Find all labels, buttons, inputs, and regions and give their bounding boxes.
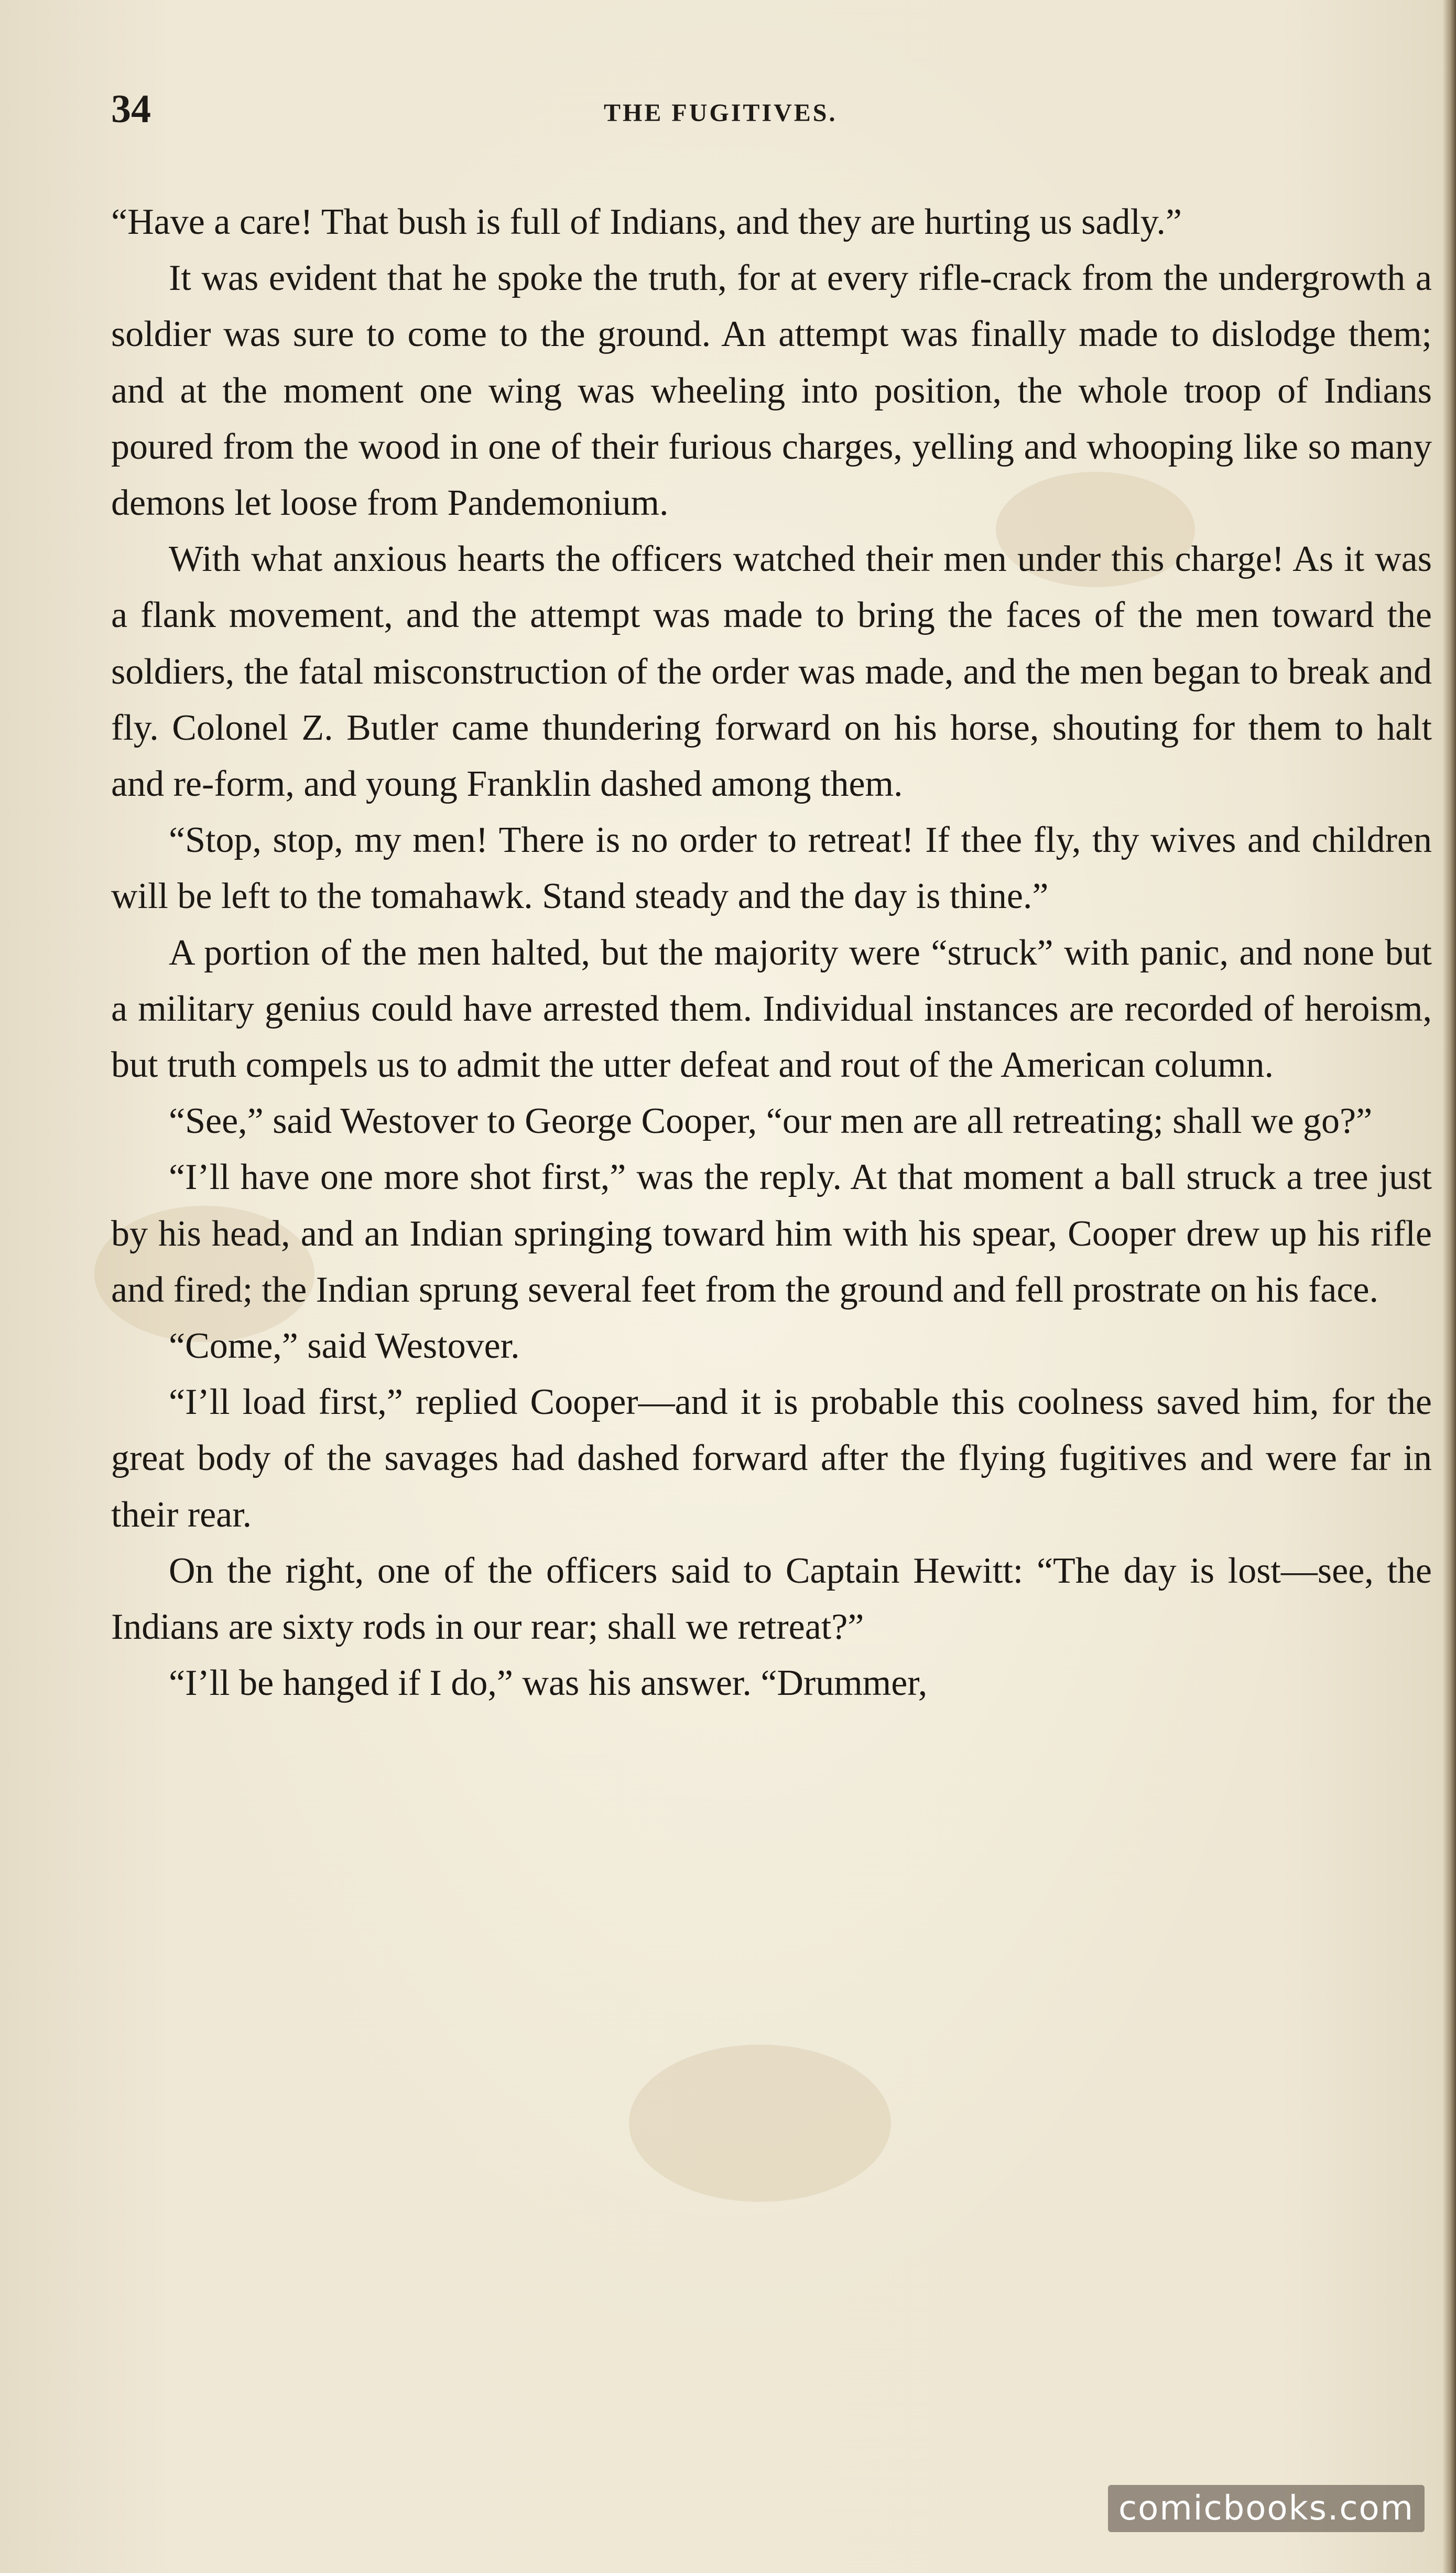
paragraph: “I’ll be hanged if I do,” was his answer. “Drummer, bbox=[169, 1663, 928, 1704]
paragraph: A portion of the men halted, but the majority were “struck” with panic, and none but a military genius could have arrested them. Individual instances are recorded of heroism, but truth compels us to admit the utter defeat and rout of the American column. bbox=[111, 932, 1432, 1086]
paragraph: With what anxious hearts the officers watched their men under this charge! As it was a flank movement, and the attempt was made to bring the faces of the men toward the soldiers, the fatal misconstruction of the order was made, and the men began to break and fly. Colonel Z. Butler came thundering forward on his horse, shouting for them to halt and re-form, and young Franklin dashed among them. bbox=[111, 539, 1432, 805]
running-head: THE FUGITIVES. bbox=[604, 99, 838, 127]
paragraph: “Come,” said Westover. bbox=[169, 1326, 520, 1367]
page-header bbox=[111, 89, 1432, 152]
paragraph: “See,” said Westover to George Cooper, “our men are all retreating; shall we go?” bbox=[169, 1101, 1373, 1142]
paragraph: “I’ll load first,” replied Cooper—and it is probable this coolness saved him, for the great body of the savages had dashed forward after the flying fugitives and were far in their rear. bbox=[111, 1382, 1432, 1535]
paragraph: On the right, one of the officers said to Captain Hewitt: “The day is lost—see, the Indians are sixty rods in our rear; shall we retreat?” bbox=[111, 1550, 1432, 1648]
page-number: 34 bbox=[111, 87, 151, 131]
paragraph: “I’ll have one more shot first,” was the reply. At that moment a ball struck a tree just by his head, and an Indian springing toward him with his spear, Cooper drew up his rifle and fired; the Indian sprung several feet from the ground and fell prostrate on his face. bbox=[111, 1157, 1432, 1310]
watermark: comicbooks.com bbox=[1108, 2485, 1425, 2532]
paragraph: It was evident that he spoke the truth, for at every rifle-crack from the undergrowth a soldier was sure to come to the ground. An attempt was finally made to dislodge them; and at the moment one wing was wheeling into position, the whole troop of Indians poured from the wood in one of their furious charges, yelling and whooping like so many demons let loose from Pandemonium. bbox=[111, 258, 1432, 524]
page-edge-shadow bbox=[1442, 0, 1456, 2573]
paragraph: “Stop, stop, my men! There is no order to retreat! If thee fly, thy wives and children will be left to the tomahawk. Stand steady and the day is thine.” bbox=[111, 820, 1432, 917]
paragraph: “Have a care! That bush is full of Indians, and they are hurting us sadly.” bbox=[111, 202, 1182, 242]
paper-stain bbox=[629, 2045, 891, 2202]
body-text bbox=[111, 194, 1432, 1711]
